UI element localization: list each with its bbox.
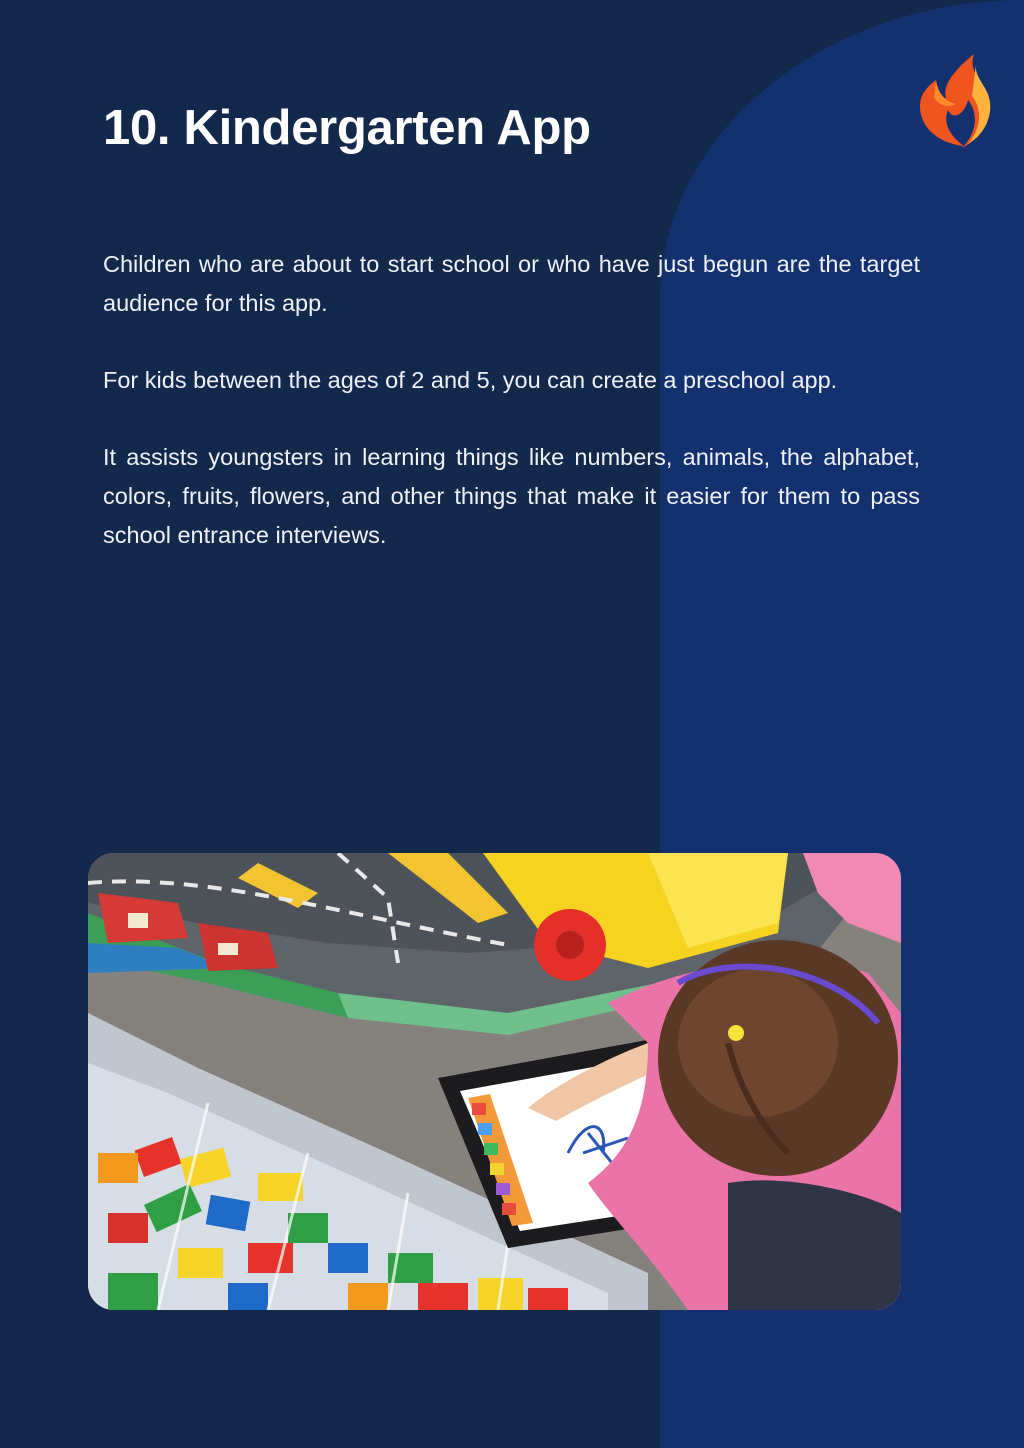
- page-title: 10. Kindergarten App: [103, 101, 591, 155]
- paragraph-preschool-ages: For kids between the ages of 2 and 5, you can create a preschool app.: [103, 367, 838, 393]
- fox-flame-logo-icon: [912, 50, 1002, 154]
- paragraph-target-audience: Children who are about to start school or who have just begun are the target audience for this app.: [103, 251, 920, 316]
- paragraph-learning-topics: It assists youngsters in learning things like numbers, animals, the alphabet, colors, fruits, flowers, and other things that make it easier for them to pass school entrance interviews.: [103, 444, 920, 548]
- child-using-tablet-photo: [88, 853, 901, 1310]
